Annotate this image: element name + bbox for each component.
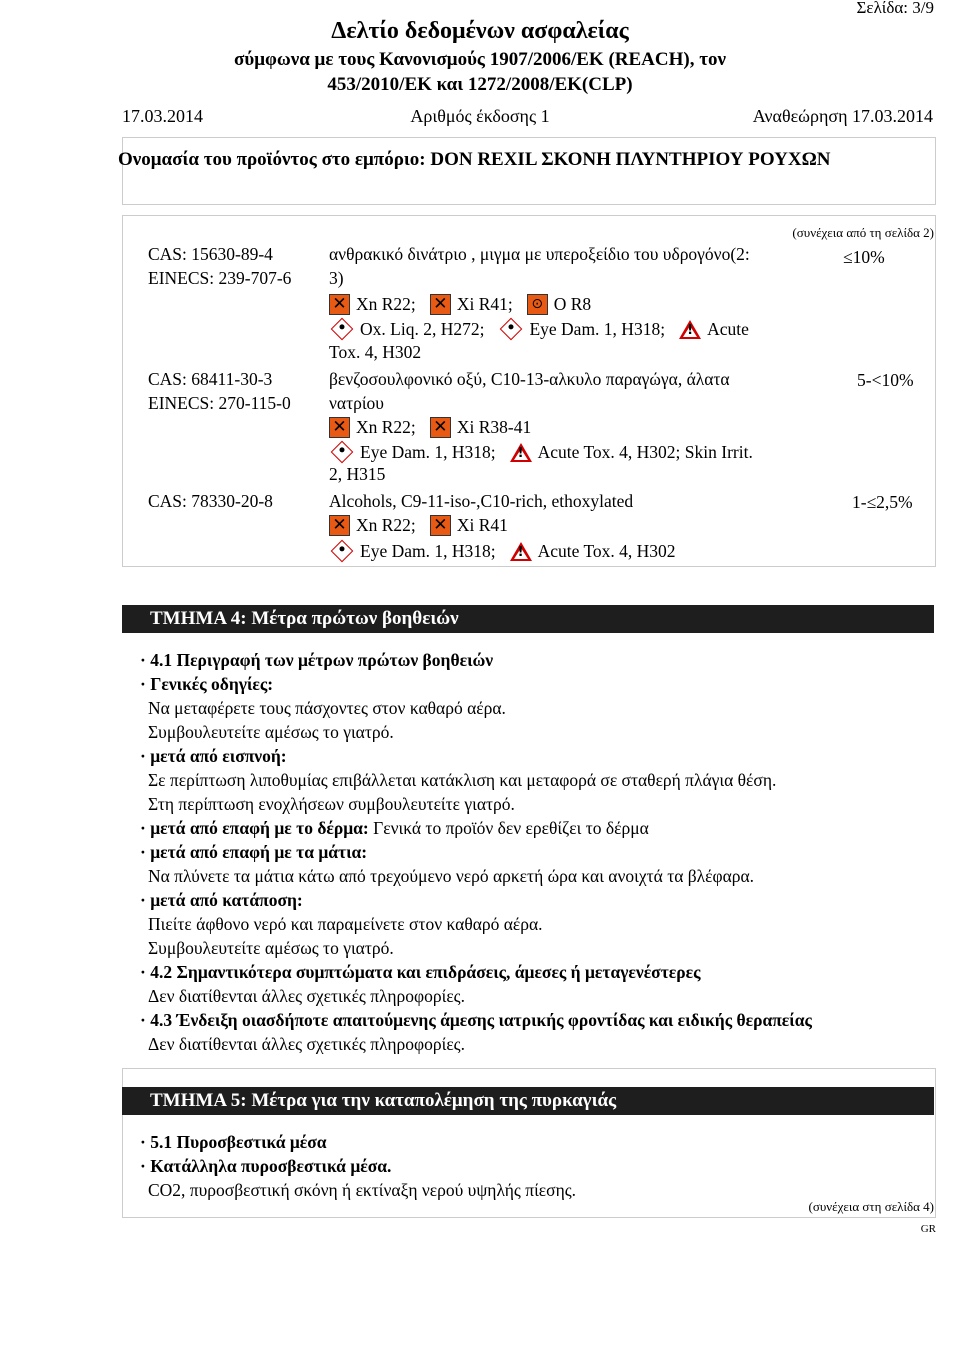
- x-cross-icon: ✕: [329, 515, 350, 536]
- country-code: GR: [920, 1223, 936, 1235]
- x-cross-icon: ✕: [329, 417, 350, 438]
- concentration: 1-≤2,5%: [852, 492, 913, 512]
- x-cross-icon: ✕: [329, 294, 350, 315]
- clp-classification: Eye Dam. 1, H318; ! Acute Tox. 4, H302; Skin Irrit.: [329, 440, 753, 464]
- concentration: 5-<10%: [857, 370, 914, 390]
- clp-classification: Ox. Liq. 2, H272; Eye Dam. 1, H318; ! Acute: [329, 317, 749, 341]
- cas-number: CAS: 15630-89-4: [148, 244, 273, 264]
- product-name: Ονομασία του προϊόντος στο εμπόριο: DON REXIL ΣΚΟΝΗ ΠΛΥΝΤΗΡΙΟΥ ΡΟΥΧΩΝ: [118, 149, 831, 170]
- clp-classification-cont: Tox. 4, H302: [329, 342, 422, 362]
- ingestion-text: Πιείτε άφθονο νερό και παραμείνετε στον καθαρό αέρα.: [148, 914, 543, 934]
- general-instructions-text: Συμβουλευτείτε αμέσως το γιατρό.: [148, 722, 394, 742]
- inhalation-text: Στη περίπτωση ενοχλήσεων συμβουλευτείτε γιατρό.: [148, 794, 515, 814]
- clp-classification-cont: 2, H315: [329, 464, 386, 484]
- general-instructions-text: Να μεταφέρετε τους πάσχοντες στον καθαρό αέρα.: [148, 698, 506, 718]
- substance-name: βενζοσουλφονικό οξύ, C10-13-αλκυλο παραγώγα, άλατα: [329, 369, 730, 389]
- x-cross-icon: ✕: [430, 515, 451, 536]
- suitable-media-label: · Κατάλληλα πυροσβεστικά μέσα.: [140, 1156, 392, 1176]
- section-4-heading: ΤΜΗΜΑ 4: Μέτρα πρώτων βοηθειών: [122, 605, 934, 633]
- cas-number: CAS: 68411-30-3: [148, 369, 273, 389]
- ghs05-corrosion-icon: [331, 540, 354, 563]
- ghs07-exclamation-icon: [510, 542, 532, 561]
- flame-over-circle-icon: ⊙: [527, 294, 548, 315]
- skin-contact-label: · μετά από επαφή με το δέρμα:: [140, 818, 369, 838]
- subsection-4-3-text: Δεν διατίθενται άλλες σχετικές πληροφορίες.: [148, 1034, 465, 1054]
- dsd-classification: ✕ Xn R22; ✕ Xi R41; ⊙ O R8: [329, 292, 591, 316]
- ghs03-oxidizer-icon: [331, 318, 354, 341]
- continued-from-note: (συνέχεια από τη σελίδα 2): [792, 225, 934, 240]
- subsection-4-1: · 4.1 Περιγραφή των μέτρων πρώτων βοηθειών: [140, 650, 494, 670]
- revision-date: Αναθεώρηση 17.03.2014: [752, 106, 933, 126]
- version-number: Αριθμός έκδοσης 1: [410, 106, 550, 126]
- clp-classification: Eye Dam. 1, H318; ! Acute Tox. 4, H302: [329, 539, 676, 563]
- einecs-number: EINECS: 270-115-0: [148, 393, 291, 413]
- x-cross-icon: ✕: [430, 294, 451, 315]
- substance-name: ανθρακικό δινάτριο , μιγμα με υπεροξείδιο του υδρογόνο(2:: [329, 244, 750, 264]
- page-number: Σελίδα: 3/9: [856, 0, 934, 17]
- eye-contact-label: · μετά από επαφή με τα μάτια:: [140, 842, 368, 862]
- concentration: ≤10%: [843, 247, 885, 267]
- ghs07-exclamation-icon: [679, 320, 701, 339]
- subsection-4-3: · 4.3 Ένδειξη οιασδήποτε απαιτούμενης άμεσης ιατρικής φροντίδας και ειδικής θεραπείας: [140, 1010, 812, 1030]
- skin-contact-text: Γενικά το προϊόν δεν ερεθίζει το δέρμα: [373, 818, 649, 838]
- subsection-4-2-text: Δεν διατίθενται άλλες σχετικές πληροφορίες.: [148, 986, 465, 1006]
- ingestion-text: Συμβουλευτείτε αμέσως το γιατρό.: [148, 938, 394, 958]
- substance-name: Alcohols, C9-11-iso-,C10-rich, ethoxylated: [329, 491, 634, 511]
- document-title: Δελτίο δεδομένων ασφαλείας: [331, 18, 629, 44]
- ghs05-corrosion-icon: [500, 318, 523, 341]
- inhalation-text: Σε περίπτωση λιποθυμίας επιβάλλεται κατάκλιση και μεταφορά σε σταθερή πλάγια θέση.: [148, 770, 777, 790]
- dsd-classification: ✕ Xn R22; ✕ Xi R38-41: [329, 415, 531, 439]
- skin-contact: [140, 816, 649, 840]
- document-subtitle-line2: 453/2010/ΕΚ και 1272/2008/ΕΚ(CLP): [327, 74, 633, 95]
- substance-name-cont: 3): [329, 268, 344, 288]
- general-instructions-label: · Γενικές οδηγίες:: [140, 674, 274, 694]
- dsd-classification: ✕ Xn R22; ✕ Xi R41: [329, 513, 508, 537]
- subsection-4-2: · 4.2 Σημαντικότερα συμπτώματα και επιδράσεις, άμεσες ή μεταγενέστερες: [140, 962, 701, 982]
- continued-to-note: (συνέχεια στη σελίδα 4): [808, 1199, 934, 1214]
- einecs-number: EINECS: 239-707-6: [148, 268, 292, 288]
- suitable-media-text: CO2, πυροσβεστική σκόνη ή εκτίναξη νερού υψηλής πίεσης.: [148, 1180, 577, 1200]
- x-cross-icon: ✕: [430, 417, 451, 438]
- print-date: 17.03.2014: [122, 106, 203, 126]
- document-subtitle-line1: σύμφωνα με τους Κανονισμούς 1907/2006/ΕΚ (REACH), τον: [234, 49, 726, 70]
- eye-contact-text: Να πλύνετε τα μάτια κάτω από τρεχούμενο νερό αρκετή ώρα και ανοιχτά τα βλέφαρα.: [148, 866, 755, 886]
- subsection-5-1: · 5.1 Πυροσβεστικά μέσα: [140, 1132, 327, 1152]
- section-5-heading: ΤΜΗΜΑ 5: Μέτρα για την καταπολέμηση της πυρκαγιάς: [122, 1087, 934, 1115]
- substance-name-cont: νατρίου: [329, 393, 384, 413]
- ghs07-exclamation-icon: [510, 443, 532, 462]
- inhalation-label: · μετά από εισπνοή:: [140, 746, 287, 766]
- ghs05-corrosion-icon: [331, 441, 354, 464]
- ingestion-label: · μετά από κατάποση:: [140, 890, 303, 910]
- cas-number: CAS: 78330-20-8: [148, 491, 273, 511]
